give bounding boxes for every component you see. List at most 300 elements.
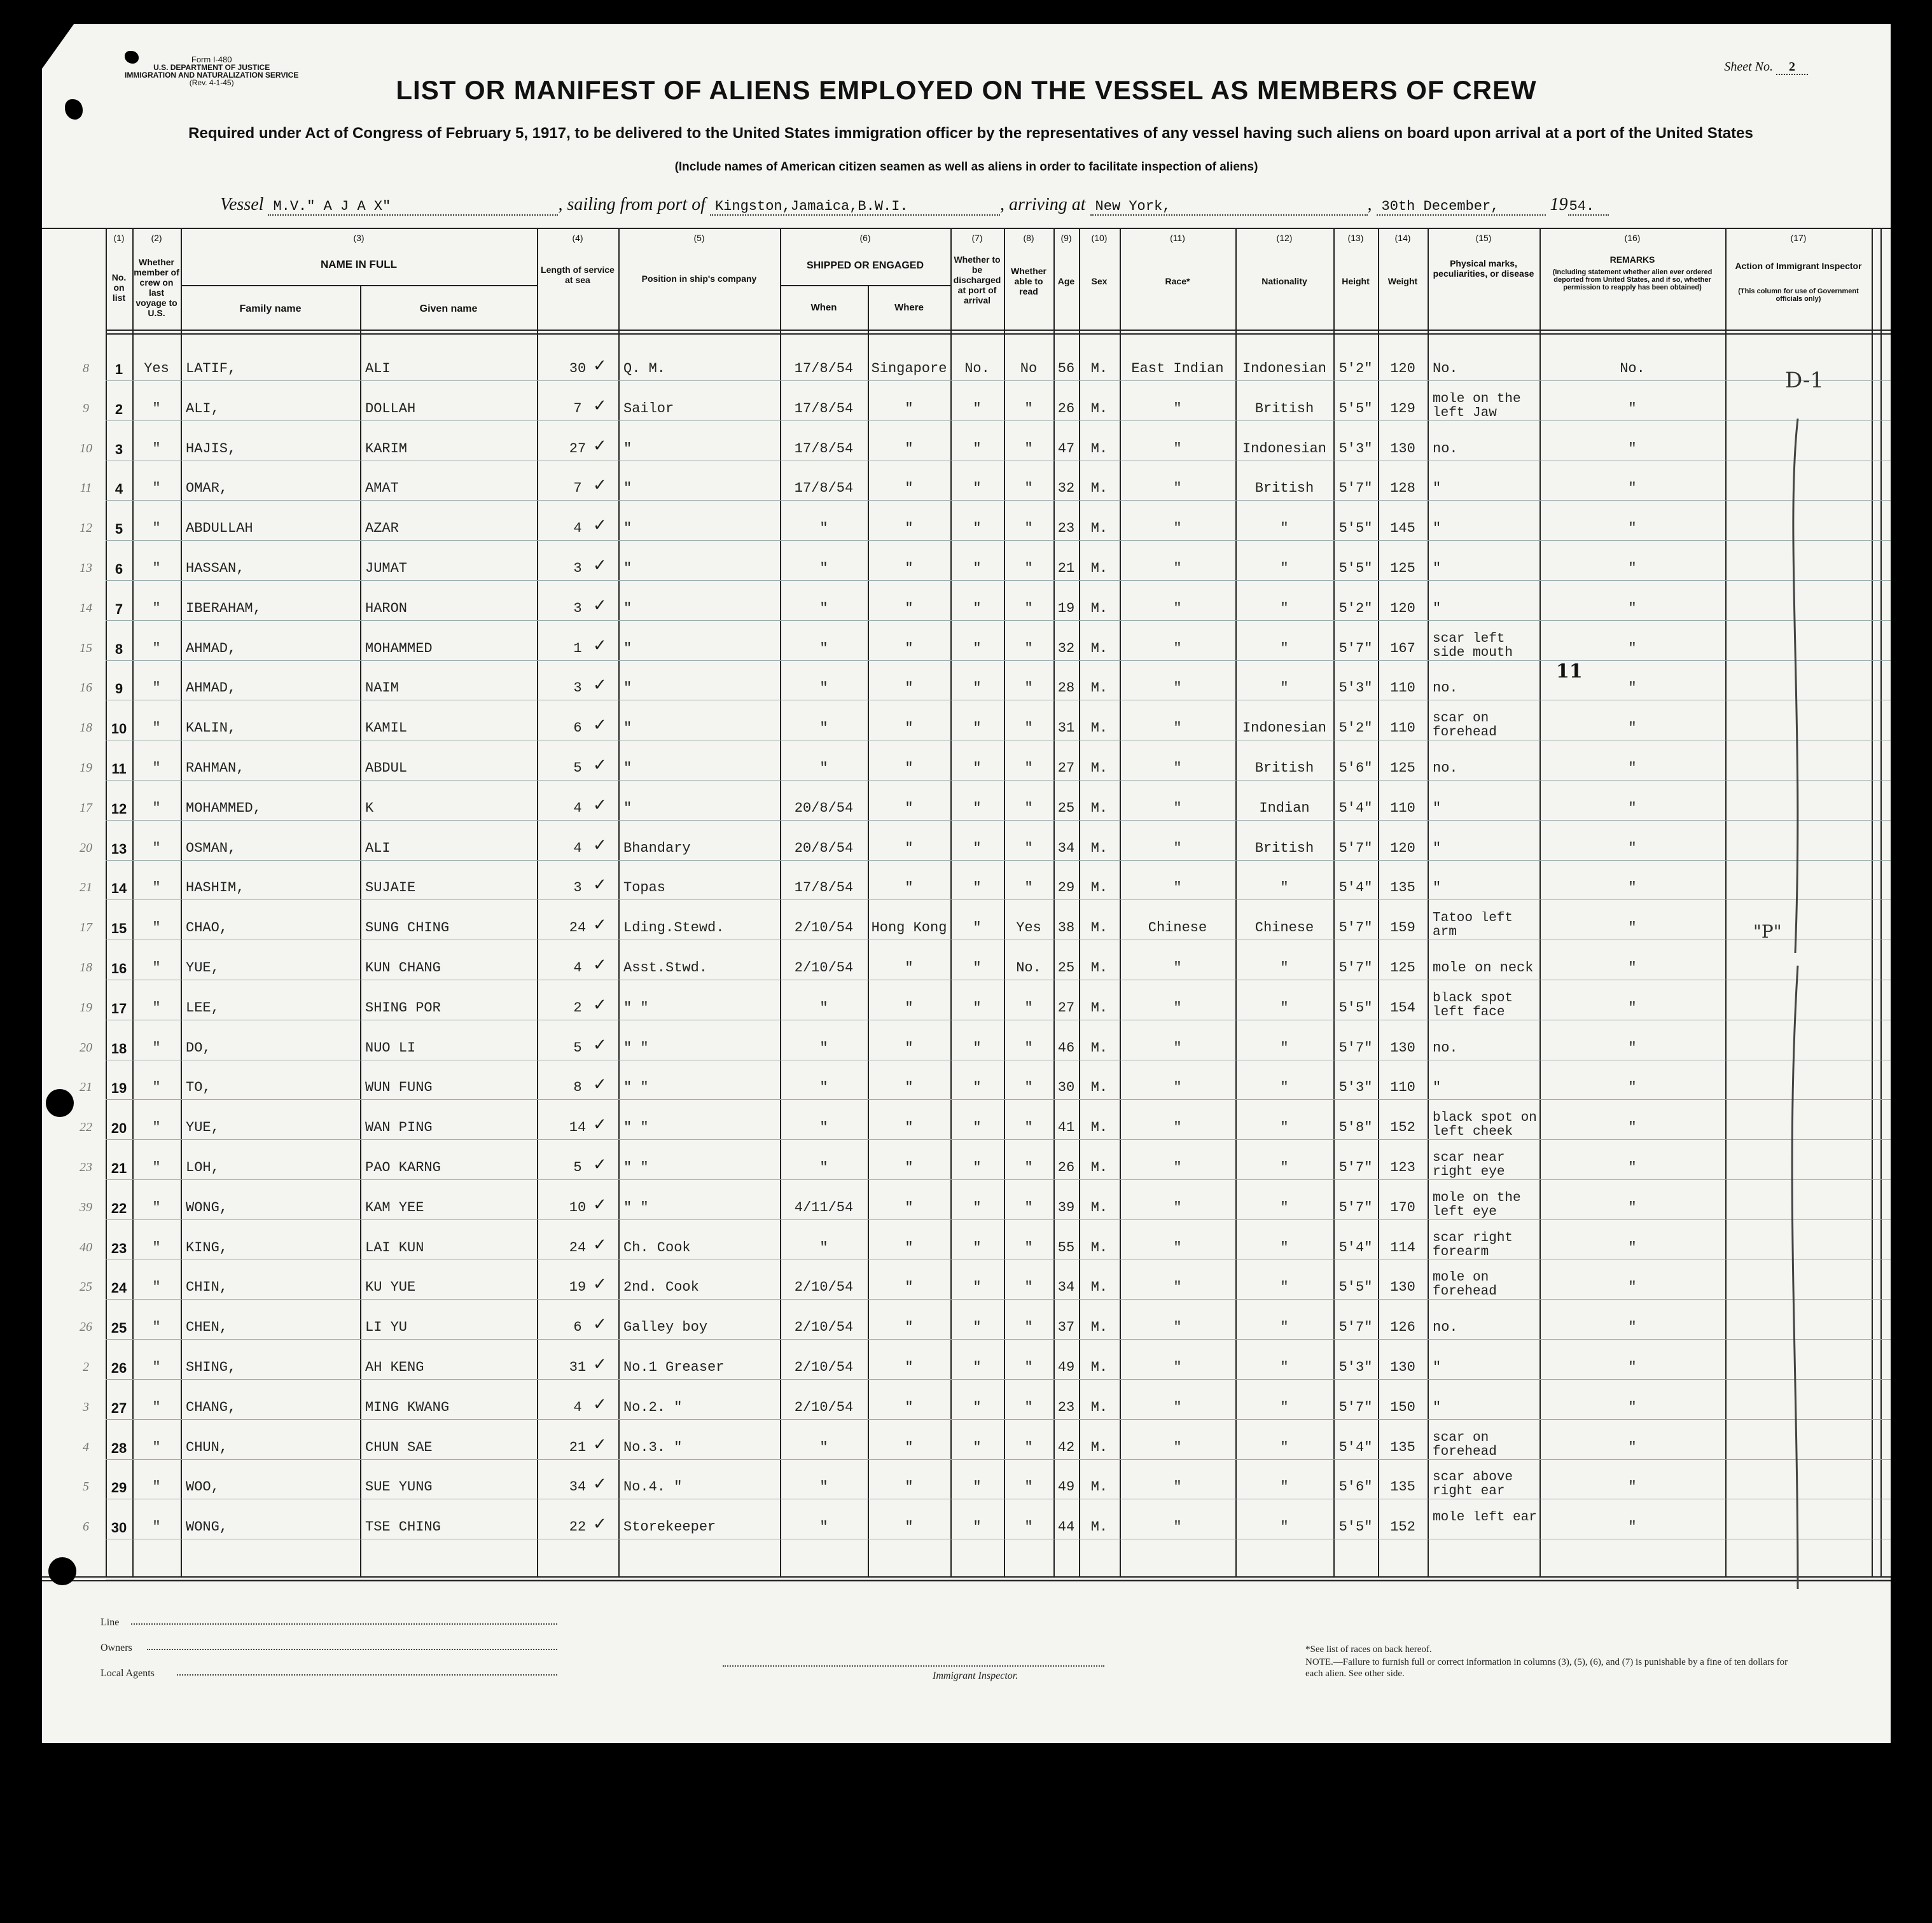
crew-dis-cell: ": [973, 961, 982, 976]
margin-number: 23: [80, 1160, 92, 1174]
check-mark: ✓: [593, 955, 607, 975]
crew-nat-cell: ": [1280, 1080, 1289, 1096]
row-number: 11: [111, 761, 127, 777]
crew-sex-cell: M.: [1090, 1440, 1108, 1455]
ruled-line: [106, 620, 1891, 621]
crew-race-cell: ": [1173, 521, 1182, 537]
sailing-label: , sailing from port of: [558, 195, 705, 214]
crew-race-cell: ": [1173, 1160, 1182, 1176]
header-c1: No. on list: [111, 272, 127, 303]
crew-pos-cell: No.1 Greaser: [623, 1360, 725, 1375]
crew-where-cell: ": [905, 800, 914, 816]
crew-ht-cell: 5'7": [1338, 481, 1373, 497]
crew-sex-cell: M.: [1090, 641, 1108, 656]
crew-marks-cell: mole on the left eye: [1433, 1191, 1521, 1219]
ruled-line: [106, 500, 1891, 501]
crew-prev-cell: ": [152, 1040, 161, 1056]
crew-read-cell: ": [1024, 681, 1033, 697]
crew-where-cell: ": [905, 1200, 914, 1216]
crew-ht-cell: 5'5": [1338, 1520, 1373, 1536]
crew-race-cell: ": [1173, 601, 1182, 616]
crew-dis-cell: ": [973, 481, 982, 497]
crew-prev-cell: ": [152, 1120, 161, 1136]
header-c10: Sex: [1091, 276, 1108, 286]
crew-fam-cell: AHMAD,: [186, 641, 237, 656]
crew-race-cell: ": [1173, 401, 1182, 417]
crew-sex-cell: M.: [1090, 1080, 1108, 1096]
crew-rem-cell: ": [1628, 401, 1637, 417]
crew-ht-cell: 5'5": [1338, 401, 1373, 417]
crew-marks-cell: ": [1433, 880, 1442, 896]
crew-read-cell: ": [1024, 641, 1033, 656]
vessel-label: Vessel: [220, 195, 264, 214]
crew-ht-cell: 5'5": [1338, 1000, 1373, 1016]
crew-ht-cell: 5'4": [1338, 800, 1373, 816]
crew-fam-cell: CHUN,: [186, 1440, 228, 1455]
ruled-line: [106, 1459, 1891, 1460]
crew-when-cell: ": [819, 1480, 828, 1496]
crew-when-cell: 4/11/54: [794, 1200, 854, 1216]
crew-prev-cell: ": [152, 961, 161, 976]
crew-pos-cell: ": [623, 800, 632, 816]
crew-marks-cell: mole left ear: [1433, 1511, 1537, 1525]
crew-pos-cell: No.3. ": [623, 1440, 683, 1455]
crew-read-cell: ": [1024, 601, 1033, 616]
crew-read-cell: ": [1024, 840, 1033, 856]
check-mark: ✓: [593, 835, 607, 855]
crew-wt-cell: 125: [1390, 961, 1415, 976]
crew-age-cell: 21: [1057, 561, 1075, 576]
check-mark: ✓: [593, 356, 607, 375]
crew-dis-cell: ": [973, 601, 982, 616]
header-number-c1: (1): [113, 233, 125, 243]
crew-ht-cell: 5'7": [1338, 920, 1373, 936]
crew-pos-cell: ": [623, 561, 632, 576]
check-mark: ✓: [593, 396, 607, 415]
crew-pos-cell: ": [623, 601, 632, 616]
crew-nat-cell: Indonesian: [1242, 441, 1327, 457]
crew-wt-cell: 135: [1390, 1480, 1415, 1496]
crew-rem-cell: ": [1628, 1399, 1637, 1415]
crew-where-cell: ": [905, 1120, 914, 1136]
sheet-number: [1724, 60, 1808, 74]
crew-age-cell: 32: [1057, 641, 1075, 656]
crew-given-cell: AMAT: [365, 481, 399, 497]
header-c3a: Family name: [239, 303, 302, 314]
crew-dis-cell: ": [973, 1080, 982, 1096]
crew-rem-cell: ": [1628, 1080, 1637, 1096]
check-mark: ✓: [593, 595, 607, 615]
crew-read-cell: ": [1024, 721, 1033, 737]
crew-wt-cell: 130: [1390, 1360, 1415, 1375]
crew-prev-cell: ": [152, 880, 161, 896]
crew-read-cell: ": [1024, 1120, 1033, 1136]
penalty-note: NOTE.—Failure to furnish full or correct information in columns (3), (5), (6), and (7) is punishable by a fine of ten dollars for each alien. See other side.: [1305, 1657, 1788, 1679]
crew-read-cell: ": [1024, 561, 1033, 576]
crew-when-cell: 17/8/54: [794, 481, 854, 497]
header-c5: Position in ship's company: [641, 274, 757, 284]
crew-age-cell: 49: [1057, 1360, 1075, 1375]
crew-given-cell: KU YUE: [365, 1280, 416, 1296]
crew-dis-cell: ": [973, 1440, 982, 1455]
crew-age-cell: 19: [1057, 601, 1075, 616]
crew-wt-cell: 110: [1390, 1080, 1415, 1096]
crew-given-cell: MOHAMMED: [365, 641, 433, 656]
header-c9: Age: [1057, 276, 1075, 286]
crew-nat-cell: British: [1254, 761, 1314, 776]
crew-prev-cell: ": [152, 1160, 161, 1176]
header-c6b: Where: [894, 302, 924, 313]
crew-sex-cell: M.: [1090, 401, 1108, 417]
header-c17-detail: (This column for use of Government officials only): [1738, 288, 1859, 303]
crew-when-cell: 20/8/54: [794, 840, 854, 856]
crew-nat-cell: ": [1280, 521, 1289, 537]
crew-read-cell: ": [1024, 1520, 1033, 1536]
crew-pos-cell: No.4. ": [623, 1480, 683, 1496]
margin-number: 21: [80, 880, 92, 895]
crew-sex-cell: M.: [1090, 761, 1108, 776]
crew-age-cell: 25: [1057, 961, 1075, 976]
crew-marks-cell: mole on neck: [1433, 961, 1534, 976]
crew-when-cell: 17/8/54: [794, 441, 854, 457]
crew-race-cell: ": [1173, 1200, 1182, 1216]
crew-nat-cell: ": [1280, 561, 1289, 576]
header-c2: Whether member of crew on last voyage to U.S.: [134, 257, 179, 318]
form-revision: (Rev. 4-1-45): [189, 78, 234, 87]
crew-marks-cell: scar above right ear: [1433, 1471, 1513, 1499]
table-bottom-rule-2: [42, 1580, 1891, 1581]
crew-marks-cell: scar left side mouth: [1433, 632, 1513, 660]
margin-number: 40: [80, 1240, 92, 1254]
margin-number: 9: [83, 401, 89, 415]
crew-fam-cell: LEE,: [186, 1000, 219, 1016]
crew-nat-cell: ": [1280, 1399, 1289, 1415]
crew-svc-cell: 24: [569, 1240, 587, 1256]
crew-when-cell: 2/10/54: [794, 1280, 854, 1296]
crew-fam-cell: DO,: [186, 1040, 211, 1056]
crew-svc-cell: 5: [573, 1160, 582, 1176]
crew-where-cell: ": [905, 761, 914, 776]
crew-where-cell: ": [905, 1360, 914, 1375]
crew-marks-cell: ": [1433, 1399, 1442, 1415]
crew-age-cell: 23: [1057, 1399, 1075, 1415]
margin-number: 21: [80, 1080, 92, 1095]
crew-given-cell: MING KWANG: [365, 1399, 450, 1415]
crew-when-cell: ": [819, 721, 828, 737]
ruled-line: [106, 540, 1891, 541]
line-field: [131, 1623, 557, 1625]
header-number-c7: (7): [971, 233, 983, 243]
crew-read-cell: ": [1024, 521, 1033, 537]
crew-given-cell: HARON: [365, 601, 408, 616]
crew-where-cell: ": [905, 481, 914, 497]
header-c3: NAME IN FULL: [321, 258, 397, 270]
crew-nat-cell: Indonesian: [1242, 361, 1327, 377]
crew-wt-cell: 110: [1390, 721, 1415, 737]
crew-read-cell: ": [1024, 1399, 1033, 1415]
crew-dis-cell: ": [973, 1399, 982, 1415]
crew-sex-cell: M.: [1090, 1320, 1108, 1336]
crew-dis-cell: ": [973, 1160, 982, 1176]
crew-read-cell: ": [1024, 1080, 1033, 1096]
crew-wt-cell: 125: [1390, 761, 1415, 776]
ruled-line: [106, 380, 1891, 381]
crew-nat-cell: ": [1280, 1000, 1289, 1016]
crew-wt-cell: 152: [1390, 1520, 1415, 1536]
crew-when-cell: 2/10/54: [794, 920, 854, 936]
name-subheader-rule: [181, 285, 537, 286]
crew-svc-cell: 19: [569, 1280, 587, 1296]
crew-wt-cell: 130: [1390, 441, 1415, 457]
crew-dis-cell: ": [973, 920, 982, 936]
crew-rem-cell: ": [1628, 761, 1637, 776]
crew-marks-cell: black spot on left cheek: [1433, 1111, 1537, 1140]
crew-marks-cell: scar on forehead: [1433, 712, 1497, 740]
sheet-value: 2: [1776, 60, 1808, 75]
margin-number: 26: [80, 1320, 92, 1335]
crew-sex-cell: M.: [1090, 1360, 1108, 1375]
crew-rem-cell: ": [1628, 1320, 1637, 1336]
table-bottom-rule: [42, 1576, 1891, 1578]
header-c8: Whether able to read: [1011, 266, 1046, 296]
row-number: 17: [111, 1000, 127, 1017]
crew-dis-cell: ": [973, 761, 982, 776]
crew-marks-cell: mole on forehead: [1433, 1271, 1497, 1300]
crew-when-cell: 2/10/54: [794, 1360, 854, 1375]
crew-age-cell: 27: [1057, 1000, 1075, 1016]
crew-prev-cell: ": [152, 721, 161, 737]
crew-ht-cell: 5'2": [1338, 601, 1373, 616]
crew-age-cell: 29: [1057, 880, 1075, 896]
header-bottom-rule-2: [106, 333, 1891, 335]
header-number-c2: (2): [151, 233, 162, 243]
crew-age-cell: 42: [1057, 1440, 1075, 1455]
crew-dis-cell: ": [973, 1120, 982, 1136]
crew-pos-cell: Storekeeper: [623, 1520, 716, 1536]
crew-age-cell: 46: [1057, 1040, 1075, 1056]
check-mark: ✓: [593, 1434, 607, 1454]
crew-where-cell: ": [905, 1480, 914, 1496]
crew-svc-cell: 1: [573, 641, 582, 656]
crew-where-cell: ": [905, 401, 914, 417]
crew-sex-cell: M.: [1090, 1160, 1108, 1176]
ruled-line: [106, 899, 1891, 900]
crew-fam-cell: LOH,: [186, 1160, 219, 1176]
crew-race-cell: ": [1173, 441, 1182, 457]
crew-given-cell: KAM YEE: [365, 1200, 424, 1216]
crew-fam-cell: HAJIS,: [186, 441, 237, 457]
crew-prev-cell: ": [152, 1240, 161, 1256]
crew-when-cell: ": [819, 681, 828, 697]
crew-ht-cell: 5'3": [1338, 681, 1373, 697]
crew-wt-cell: 125: [1390, 561, 1415, 576]
crew-race-cell: Chinese: [1148, 920, 1207, 936]
crew-ht-cell: 5'2": [1338, 361, 1373, 377]
crew-prev-cell: ": [152, 1399, 161, 1415]
crew-sex-cell: M.: [1090, 361, 1108, 377]
crew-sex-cell: M.: [1090, 1000, 1108, 1016]
crew-sex-cell: M.: [1090, 601, 1108, 616]
crew-age-cell: 47: [1057, 441, 1075, 457]
crew-rem-cell: ": [1628, 1200, 1637, 1216]
crew-sex-cell: M.: [1090, 681, 1108, 697]
margin-number: 25: [80, 1280, 92, 1295]
crew-sex-cell: M.: [1090, 481, 1108, 497]
crew-prev-cell: ": [152, 601, 161, 616]
crew-ht-cell: 5'7": [1338, 641, 1373, 656]
inspector-label: Immigrant Inspector.: [933, 1670, 1018, 1681]
stray-mark: 11: [1556, 660, 1583, 683]
crew-ht-cell: 5'3": [1338, 441, 1373, 457]
crew-where-cell: ": [905, 840, 914, 856]
crew-rem-cell: ": [1628, 1000, 1637, 1016]
ruled-line: [106, 1219, 1891, 1220]
include-note: (Include names of American citizen seamen as well as aliens in order to facilitate inspection of aliens): [674, 160, 1258, 174]
margin-number: 8: [83, 361, 89, 375]
sheet-label: Sheet No.: [1724, 60, 1773, 74]
crew-race-cell: East Indian: [1131, 361, 1224, 377]
crew-svc-cell: 3: [573, 681, 582, 697]
check-mark: ✓: [593, 556, 607, 575]
header-number-c9: (9): [1060, 233, 1072, 243]
crew-svc-cell: 4: [573, 840, 582, 856]
agents-label: Local Agents: [101, 1668, 155, 1679]
crew-fam-cell: OSMAN,: [186, 840, 237, 856]
crew-ht-cell: 5'7": [1338, 1160, 1373, 1176]
row-number: 23: [111, 1240, 127, 1256]
crew-svc-cell: 3: [573, 601, 582, 616]
crew-race-cell: ": [1173, 1240, 1182, 1256]
crew-fam-cell: IBERAHAM,: [186, 601, 261, 616]
crew-rem-cell: ": [1628, 681, 1637, 697]
crew-prev-cell: ": [152, 1280, 161, 1296]
crew-where-cell: ": [905, 1240, 914, 1256]
header-number-c10: (10): [1091, 233, 1108, 243]
crew-nat-cell: ": [1280, 961, 1289, 976]
crew-nat-cell: Indonesian: [1242, 721, 1327, 737]
crew-nat-cell: ": [1280, 1200, 1289, 1216]
crew-svc-cell: 22: [569, 1520, 587, 1536]
crew-when-cell: ": [819, 1080, 828, 1096]
crew-dis-cell: ": [973, 561, 982, 576]
crew-fam-cell: CHIN,: [186, 1280, 228, 1296]
crew-svc-cell: 4: [573, 800, 582, 816]
crew-dis-cell: ": [973, 441, 982, 457]
crew-nat-cell: ": [1280, 1320, 1289, 1336]
crew-read-cell: ": [1024, 481, 1033, 497]
crew-age-cell: 34: [1057, 840, 1075, 856]
ruled-line: [106, 1419, 1891, 1420]
crew-rem-cell: ": [1628, 1520, 1637, 1536]
margin-number: 17: [80, 920, 92, 935]
inspector-signature-field: [723, 1665, 1104, 1667]
crew-ht-cell: 5'5": [1338, 561, 1373, 576]
crew-rem-cell: ": [1628, 920, 1637, 936]
crew-sex-cell: M.: [1090, 1240, 1108, 1256]
punch-hole-lower: [48, 1557, 76, 1585]
crew-dis-cell: ": [973, 1520, 982, 1536]
crew-when-cell: ": [819, 761, 828, 776]
crew-svc-cell: 27: [569, 441, 587, 457]
crew-ht-cell: 5'4": [1338, 880, 1373, 896]
crew-read-cell: No: [1020, 361, 1038, 377]
page-subtitle: Required under Act of Congress of February 5, 1917, to be delivered to the United States immigration officer by the representatives of any vessel having such aliens on board upon arrival at a port of the United States: [188, 125, 1753, 142]
crew-marks-cell: Tatoo left arm: [1433, 912, 1513, 940]
crew-wt-cell: 110: [1390, 800, 1415, 816]
crew-fam-cell: SHING,: [186, 1360, 237, 1375]
manifest-sheet: [42, 24, 1891, 1743]
year-field: 54.: [1568, 198, 1609, 216]
row-number: 30: [111, 1520, 127, 1536]
margin-number: 22: [80, 1120, 92, 1135]
row-number: 6: [115, 561, 123, 577]
crew-age-cell: 37: [1057, 1320, 1075, 1336]
crew-given-cell: LAI KUN: [365, 1240, 424, 1256]
crew-svc-cell: 4: [573, 521, 582, 537]
crew-ht-cell: 5'6": [1338, 761, 1373, 776]
header-c16: REMARKS: [1609, 254, 1655, 265]
crew-given-cell: K: [365, 800, 374, 816]
crew-wt-cell: 123: [1390, 1160, 1415, 1176]
port-field: Kingston,Jamaica,B.W.I.: [710, 198, 1000, 216]
crew-pos-cell: ": [623, 681, 632, 697]
crew-fam-cell: YUE,: [186, 961, 219, 976]
crew-dis-cell: ": [973, 1320, 982, 1336]
punch-hole-upper: [46, 1089, 74, 1117]
crew-ht-cell: 5'8": [1338, 1120, 1373, 1136]
row-number: 24: [111, 1280, 127, 1296]
crew-sex-cell: M.: [1090, 880, 1108, 896]
crew-where-cell: ": [905, 601, 914, 616]
crew-pos-cell: " ": [623, 1000, 649, 1016]
crew-marks-cell: ": [1433, 521, 1442, 537]
crew-ht-cell: 5'7": [1338, 1200, 1373, 1216]
crew-race-cell: ": [1173, 1000, 1182, 1016]
crew-nat-cell: ": [1280, 641, 1289, 656]
row-number: 4: [115, 481, 123, 497]
ruled-line: [106, 1379, 1891, 1380]
crew-age-cell: 28: [1057, 681, 1075, 697]
crew-fam-cell: TO,: [186, 1080, 211, 1096]
crew-svc-cell: 3: [573, 880, 582, 896]
arriving-label: , arriving at: [999, 195, 1086, 214]
crew-nat-cell: ": [1280, 1160, 1289, 1176]
crew-rem-cell: ": [1628, 1440, 1637, 1455]
crew-nat-cell: ": [1280, 681, 1289, 697]
check-mark: ✓: [593, 476, 607, 496]
ruled-line: [106, 420, 1891, 421]
shipped-subheader-rule: [780, 285, 950, 286]
header-c3b: Given name: [419, 303, 478, 314]
row-number: 10: [111, 721, 127, 737]
crew-pos-cell: ": [623, 761, 632, 776]
crew-rem-cell: ": [1628, 800, 1637, 816]
margin-number: 11: [80, 481, 92, 496]
crew-prev-cell: ": [152, 1360, 161, 1375]
crew-age-cell: 49: [1057, 1480, 1075, 1496]
crew-prev-cell: ": [152, 1440, 161, 1455]
crew-svc-cell: 4: [573, 1399, 582, 1415]
row-number: 7: [115, 601, 123, 617]
crew-when-cell: 17/8/54: [794, 401, 854, 417]
crew-nat-cell: Chinese: [1254, 920, 1314, 936]
crew-marks-cell: ": [1433, 601, 1442, 616]
crew-marks-cell: no.: [1433, 1320, 1458, 1336]
header-bottom-rule: [106, 330, 1891, 331]
crew-dis-cell: ": [973, 1480, 982, 1496]
header-number-c16: (16): [1624, 233, 1641, 243]
crew-given-cell: PAO KARNG: [365, 1160, 441, 1176]
